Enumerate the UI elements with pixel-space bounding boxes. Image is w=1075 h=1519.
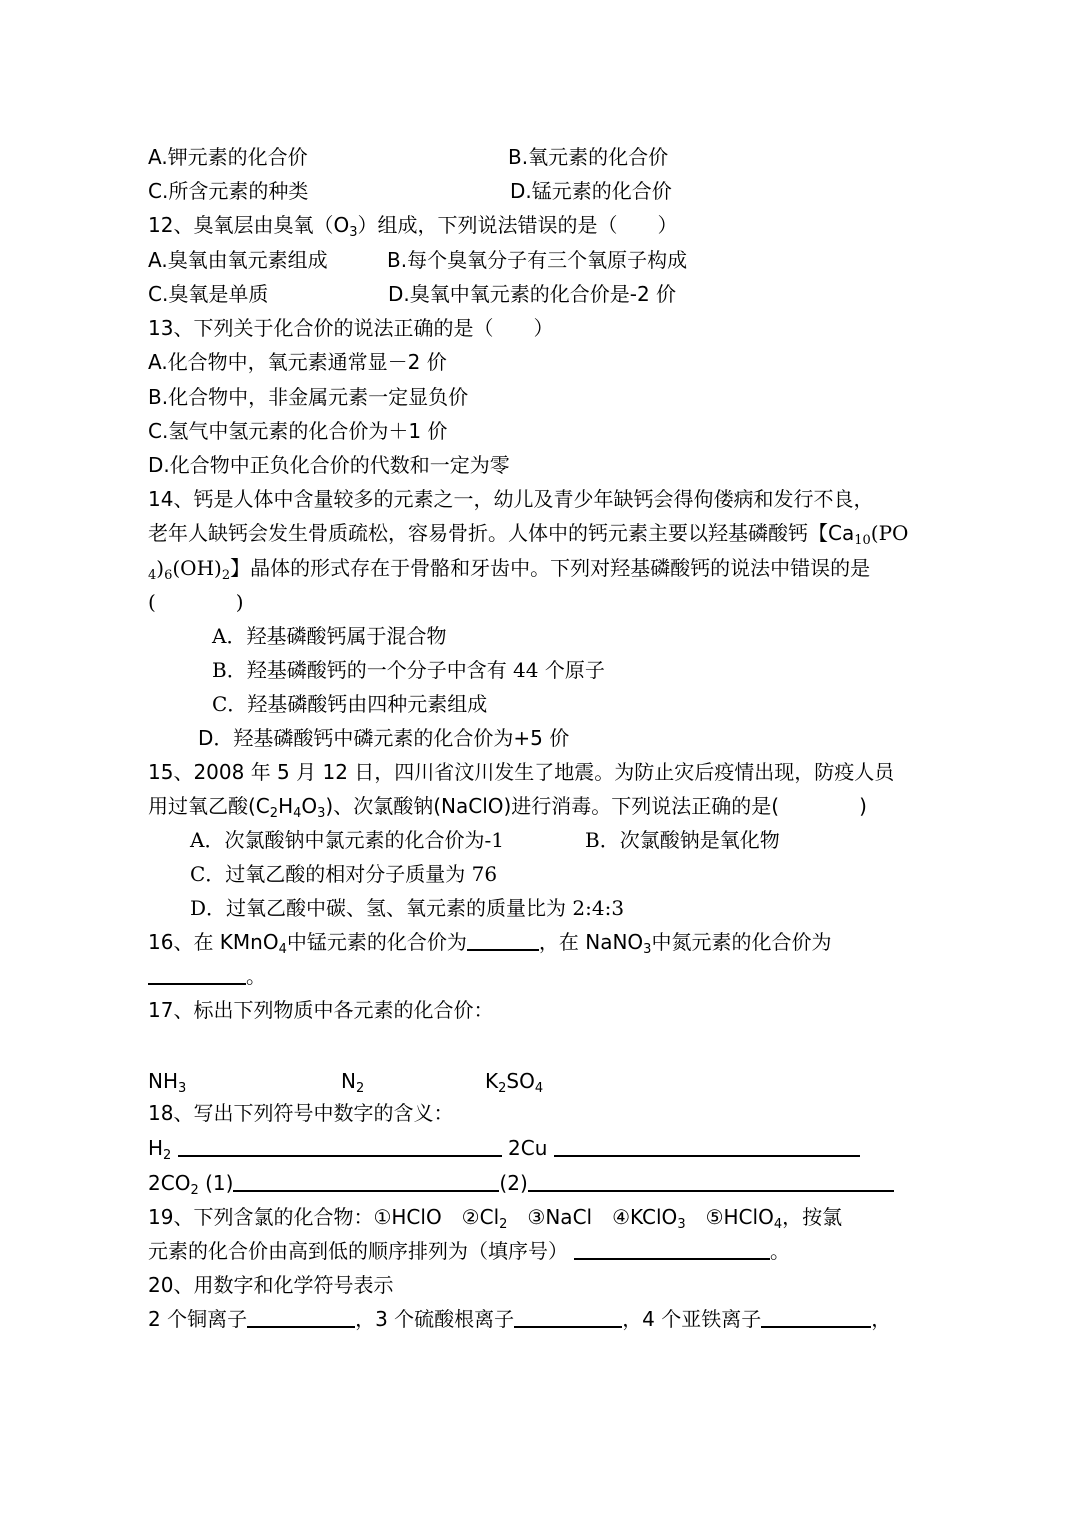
q11-option-b: B.氧元素的化合价 (508, 145, 669, 169)
q11-option-a: A.钾元素的化合价 (148, 145, 308, 169)
q13-option-d: D.化合物中正负化合价的代数和一定为零 (148, 453, 510, 477)
q17-stem: 17、标出下列物质中各元素的化合价： (148, 998, 494, 1022)
q12-option-b: B.每个臭氧分子有三个氧原子构成 (387, 248, 688, 272)
q18-blank-2co2-1[interactable] (233, 1170, 499, 1192)
q14-stem-line3: $_4)_6(OH)_2$】晶体的形式存在于骨骼和牙齿中。下列对羟基磷酸钙的说法中错误的是 (148, 556, 871, 583)
q14-option-d: D．羟基磷酸钙中磷元素的化合价为+5 价 (198, 726, 570, 750)
q11-option-d: D.锰元素的化合价 (510, 179, 672, 203)
q20-blank-fe[interactable] (761, 1306, 871, 1328)
q14-stem-line2: 老年人缺钙会发生骨质疏松，容易骨折。人体中的钙元素主要以羟基磷酸钙【$Ca_{10}(PO$ (148, 521, 909, 548)
q20-stem: 20、用数字和化学符号表示 (148, 1273, 394, 1297)
q15-stem-line1: 15、2008 年 5 月 12 日，四川省汶川发生了地震。为防止灾后疫情出现，防疫人员 (148, 760, 895, 784)
q16-blank-2[interactable] (148, 963, 246, 985)
q13-option-b: B.化合物中，非金属元素一定显负价 (148, 385, 469, 409)
q19-blank[interactable] (574, 1238, 770, 1260)
q18-line-2co2: $2CO_2$ (1) (2) (148, 1168, 894, 1198)
q13-option-a: A.化合物中，氧元素通常显－2 价 (148, 350, 447, 374)
q16-stem-line2: 。 (148, 961, 266, 991)
q20-line: 2 个铜离子 ，3 个硫酸根离子 ，4 个亚铁离子 ， (148, 1307, 892, 1331)
q15-stem-line2: 用过氧乙酸$(C_2H_4O_3)$、次氯酸钠(NaClO)进行消毒。下列说法正确的是( ) (148, 794, 867, 821)
q12-option-c: C.臭氧是单质 (148, 282, 269, 306)
q12-stem: 12、臭氧层由臭氧$(O_3)$组成，下列说法错误的是（ ） (148, 213, 678, 240)
q18-line-h2: $H_2$ 2Cu (148, 1133, 860, 1163)
q15-option-c: C．过氧乙酸的相对分子质量为 76 (190, 862, 498, 886)
q13-option-c: C.氢气中氢元素的化合价为＋1 价 (148, 419, 448, 443)
q14-option-b: B．羟基磷酸钙的一个分子中含有 44 个原子 (212, 658, 605, 682)
q17-formula-k2so4: $K_2SO_4$ (485, 1069, 544, 1096)
q14-answer-paren: ( ) (148, 590, 244, 614)
q15-option-d: D．过氧乙酸中碳、氢、氧元素的质量比为 2:4:3 (190, 896, 625, 920)
q16-stem: 16、在 KMnO$_4$中锰元素的化合价为 ，在 NaNO$_3$中氮元素的化合价为 (148, 930, 832, 957)
q20-blank-so4[interactable] (514, 1306, 622, 1328)
q12-option-d: D.臭氧中氧元素的化合价是-2 价 (388, 282, 677, 306)
q19-stem-line2: 元素的化合价由高到低的顺序排列为（填序号） 。 (148, 1239, 790, 1263)
q19-stem: 19、下列含氯的化合物：①HClO $②Cl_2$ ③NaCl ④KClO$_3$ ⑤HClO$_4$，按氯 (148, 1205, 843, 1232)
q18-blank-2cu[interactable] (554, 1135, 860, 1157)
q11-option-c: C.所含元素的种类 (148, 179, 309, 203)
q15-option-a: A．次氯酸钠中氯元素的化合价为-1 (190, 828, 504, 852)
q18-stem: 18、写出下列符号中数字的含义： (148, 1101, 454, 1125)
q14-option-c: C．羟基磷酸钙由四种元素组成 (212, 692, 488, 716)
q18-blank-h2[interactable] (178, 1135, 502, 1157)
q18-blank-2co2-2[interactable] (528, 1170, 894, 1192)
q15-option-b: B．次氯酸钠是氧化物 (585, 828, 780, 852)
q12-option-a: A.臭氧由氧元素组成 (148, 248, 328, 272)
q20-blank-cu[interactable] (247, 1306, 355, 1328)
q17-formula-n2: $N_2$ (341, 1069, 365, 1096)
q13-stem: 13、下列关于化合价的说法正确的是（ ） (148, 316, 554, 340)
q16-blank-1[interactable] (467, 929, 539, 951)
q14-option-a: A．羟基磷酸钙属于混合物 (212, 624, 447, 648)
q17-formula-nh3: $NH_3$ (148, 1069, 187, 1096)
q14-stem-line1: 14、钙是人体中含量较多的元素之一，幼儿及青少年缺钙会得佝偻病和发行不良， (148, 487, 874, 511)
